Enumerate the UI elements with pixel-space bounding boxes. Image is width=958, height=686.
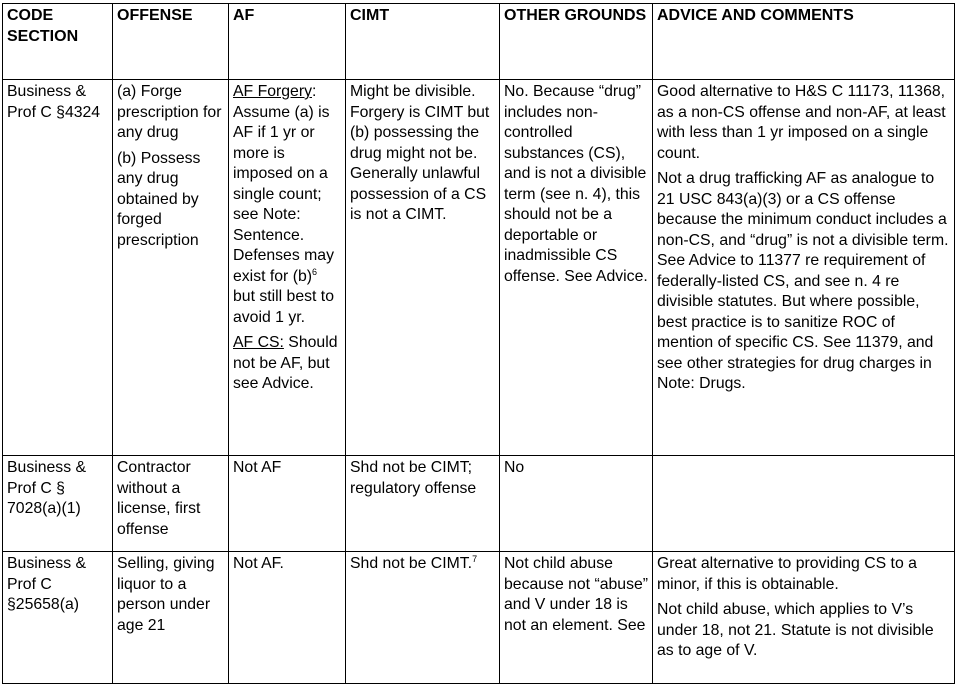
advice-paragraph-2: Not child abuse, which applies to V’s under 18, not 21. Statute is not divisible as to age of V. [657, 601, 934, 659]
cimt-cell [346, 552, 500, 684]
header-row [3, 4, 955, 80]
af-cell [229, 80, 346, 456]
table-row [3, 552, 955, 684]
offense-cell [113, 80, 229, 456]
header-advice: ADVICE AND COMMENTS [653, 4, 955, 80]
code-cell: Business & Prof C §25658(a) [3, 552, 113, 684]
code-cell: Business & Prof C §4324 [3, 80, 113, 456]
other-grounds-cell: Not child abuse because not “abuse” and V under 18 is not an element. See [500, 552, 653, 684]
advice-cell [653, 552, 955, 684]
code-cell: Business & Prof C § 7028(a)(1) [3, 456, 113, 552]
other-grounds-cell: No [500, 456, 653, 552]
header-cimt: CIMT [346, 4, 500, 80]
offense-cell: Selling, giving liquor to a person under age 21 [113, 552, 229, 684]
af-cs-text: Should not be AF, but see Advice. [233, 334, 338, 392]
header-offense: OFFENSE [113, 4, 229, 80]
advice-cell [653, 456, 955, 552]
offense-a: (a) Forge prescription for any drug [117, 83, 222, 141]
af-forgery-text: Assume (a) is AF if 1 yr or more is imposed on a single count; see Note: Sentence. Defenses may exist for (b) [233, 103, 334, 285]
other-grounds-cell: No. Because “drug” includes non-controlled substances (CS), and is not a divisible term (see n. 4), this should not be a deportable or inadmissible CS offense. See Advice. [500, 80, 653, 456]
advice-paragraph-1: Good alternative to H&S C 11173, 11368, as a non-CS offense and non-AF, at least with less than 1 yr imposed on a single count. [657, 83, 946, 162]
offense-b: (b) Possess any drug obtained by forged prescription [117, 149, 201, 249]
advice-paragraph-1: Great alternative to providing CS to a minor, if this is obtainable. [657, 555, 917, 593]
af-cell: Not AF. [229, 552, 346, 684]
af-forgery-label: AF Forgery [233, 83, 312, 100]
header-code-section: CODE SECTION [3, 4, 113, 80]
footnote-ref-6: 6 [312, 266, 318, 277]
cimt-cell: Might be divisible. Forgery is CIMT but (b) possessing the drug might not be. Generally unlawful possession of a CS is not a CIMT. [346, 80, 500, 456]
table-row [3, 80, 955, 456]
table-row [3, 456, 955, 552]
af-forgery-colon: : [312, 83, 317, 100]
offense-cell: Contractor without a license, first offense [113, 456, 229, 552]
advice-cell [653, 80, 955, 456]
chart-table [2, 3, 955, 684]
af-forgery-paragraph [233, 82, 342, 328]
af-cs-paragraph [233, 333, 342, 395]
af-cell: Not AF [229, 456, 346, 552]
cimt-text: Shd not be CIMT. [350, 555, 473, 572]
advice-paragraph-2: Not a drug trafficking AF as analogue to 21 USC 843(a)(3) or a CS offense because the minimum conduct includes a non-CS, and “drug” is not a divisible term. See Advice to 11377 re requirement of federally-listed CS, and see n. 4 re divisible statutes. But where possible, best practice is to sanitize ROC of mention of specific CS. See 11379, and see other strategies for drug charges in Note: Drugs. [657, 170, 949, 392]
footnote-ref-7: 7 [472, 554, 478, 564]
af-forgery-text-end: but still best to avoid 1 yr. [233, 288, 334, 326]
cimt-cell: Shd not be CIMT; regulatory offense [346, 456, 500, 552]
af-cs-label: AF CS: [233, 334, 284, 351]
header-other-grounds: OTHER GROUNDS [500, 4, 653, 80]
header-af: AF [229, 4, 346, 80]
